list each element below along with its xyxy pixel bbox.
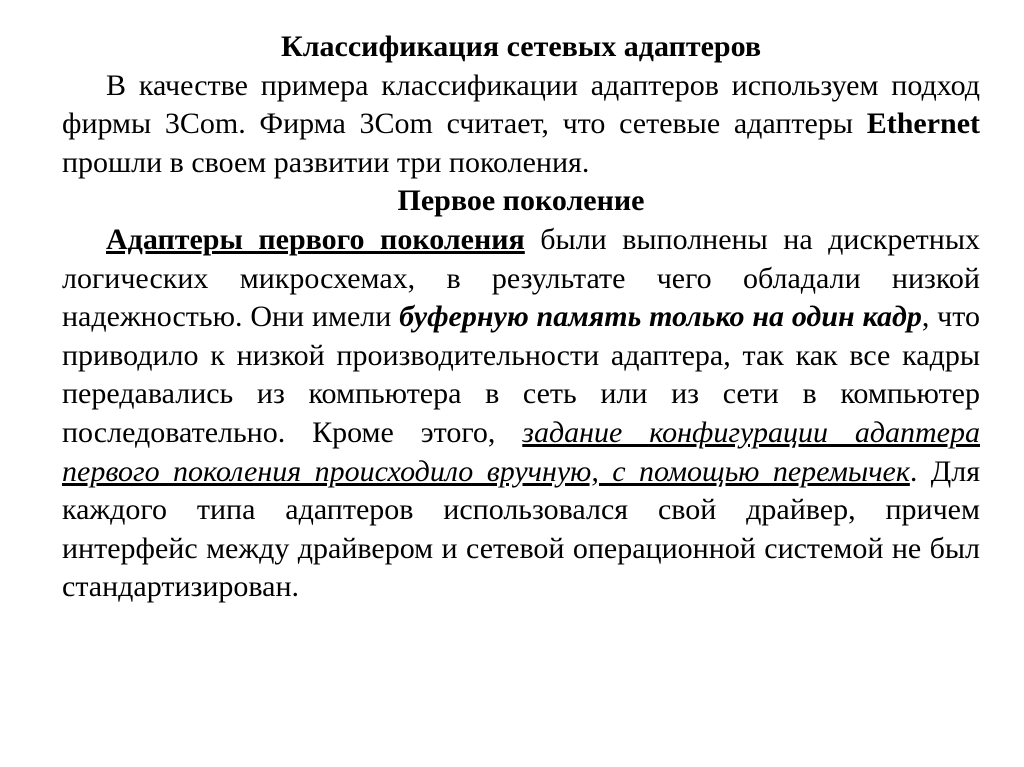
slide-title: Классификация сетевых адаптеров: [280, 30, 762, 63]
first-gen-term: Адаптеры первого поколения: [106, 222, 525, 256]
first-gen-paragraph: [62, 221, 980, 607]
manual-config-emphasis: задание конфигурации адаптера первого поколения происходило вручную, с помощью перемычек: [62, 415, 980, 488]
first-gen-text-2: , что приводило к низкой производительности адаптера, так как все кадры передавались из компьютера в сеть или из сети в компьютер последовательно. Кроме этого,: [62, 300, 980, 449]
intro-text-1: В качестве примера классификации адаптеров используем подход фирмы 3Com. Фирма 3Com считает, что сетевые адаптеры: [62, 68, 980, 141]
section-heading: Первое поколение: [397, 184, 645, 218]
ethernet-term: Ethernet: [866, 107, 980, 141]
intro-text-2: прошли в своем развитии три поколения.: [62, 145, 590, 179]
buffer-memory-emphasis: буферную память только на один кадр: [399, 300, 922, 334]
intro-paragraph: [62, 67, 980, 183]
first-gen-text-3: . Для каждого типа адаптеров использовался свой драйвер, причем интерфейс между драйвером и сетевой операционной системой не был стандартизирован.: [62, 454, 981, 604]
first-gen-text-1: были выполнены на дискретных логических микросхемах, в результате чего обладали низкой надежностью. Они имели: [62, 222, 980, 334]
